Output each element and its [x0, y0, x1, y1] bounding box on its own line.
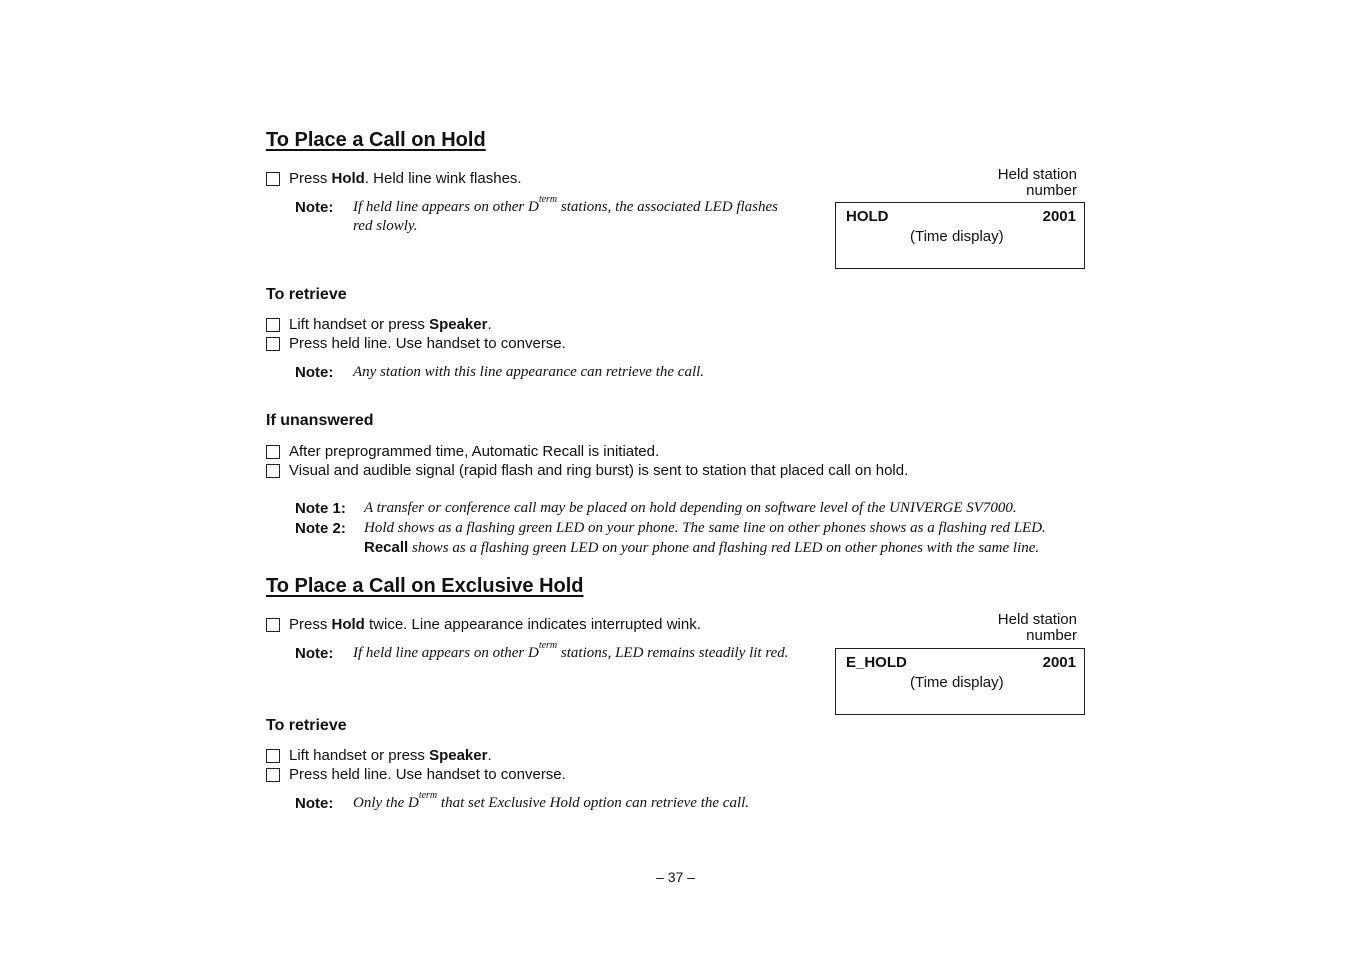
checkbox[interactable]	[266, 618, 280, 632]
display-time: (Time display)	[910, 228, 1004, 245]
note1-text: A transfer or conference call may be placed on hold depending on software level of the UNIVERGE SV7000.	[364, 500, 1017, 516]
note-text: If held line appears on other $D^{term}$ stations, LED remains steadily lit red.	[353, 640, 789, 661]
note-label: Note:	[295, 795, 334, 812]
display-caption: Held station number	[997, 611, 1077, 644]
step-text: Visual and audible signal (rapid flash and ring burst) is sent to station that placed call on hold.	[289, 462, 909, 479]
note-text: Any station with this line appearance can retrieve the call.	[353, 364, 705, 380]
note-text: Only the $D^{term}$ that set Exclusive Hold option can retrieve the call.	[353, 790, 750, 811]
step-text: Press held line. Use handset to converse.	[289, 766, 566, 783]
checkbox[interactable]	[266, 172, 280, 186]
note2-text: Hold shows as a flashing green LED on your phone. The same line on other phones shows as a flashing red LED.	[364, 520, 1046, 536]
checkbox[interactable]	[266, 768, 280, 782]
step-text: Press held line. Use handset to converse.	[289, 335, 566, 352]
note1-label: Note 1:	[295, 500, 346, 517]
note2-label: Note 2:	[295, 520, 346, 537]
display-caption: Held station number	[997, 166, 1077, 199]
note-text-line2: red slowly.	[353, 218, 418, 234]
step-lift-handset	[266, 747, 492, 764]
step-press-held-line	[266, 335, 566, 352]
page-number: – 37 –	[656, 869, 695, 885]
step-visual-signal	[266, 462, 908, 479]
step-auto-recall	[266, 443, 659, 460]
step-text: After preprogrammed time, Automatic Recall is initiated.	[289, 443, 660, 460]
note-label: Note:	[295, 645, 334, 662]
phone-display-hold	[835, 202, 1085, 269]
subheading-retrieve: To retrieve	[266, 286, 347, 303]
step-press-hold-twice	[266, 616, 701, 633]
step-text: Lift handset or press Speaker.	[289, 316, 492, 333]
subheading-retrieve: To retrieve	[266, 717, 347, 734]
subheading-unanswered: If unanswered	[266, 412, 374, 429]
note-label: Note:	[295, 199, 334, 216]
checkbox[interactable]	[266, 318, 280, 332]
display-status: HOLD	[846, 208, 889, 225]
display-station-number: 2001	[1042, 208, 1076, 225]
checkbox[interactable]	[266, 749, 280, 763]
step-text: Lift handset or press Speaker.	[289, 747, 492, 764]
step-text: Press Hold twice. Line appearance indicates interrupted wink.	[289, 616, 701, 633]
display-time: (Time display)	[910, 674, 1004, 691]
phone-display-exclusive-hold	[835, 648, 1085, 715]
step-text: Press Hold. Held line wink flashes.	[289, 170, 522, 187]
checkbox[interactable]	[266, 337, 280, 351]
section-title-exclusive-hold: To Place a Call on Exclusive Hold	[266, 575, 584, 597]
note2-text-line2: Recall shows as a flashing green LED on your phone and flashing red LED on other phones with the same line.	[364, 539, 1040, 556]
display-station-number: 2001	[1042, 654, 1076, 671]
section-title-hold: To Place a Call on Hold	[266, 129, 486, 151]
step-lift-handset	[266, 316, 492, 333]
step-press-held-line	[266, 766, 566, 783]
checkbox[interactable]	[266, 464, 280, 478]
note-label: Note:	[295, 364, 334, 381]
display-status: E_HOLD	[846, 654, 907, 671]
note-text: If held line appears on other $D^{term}$ stations, the associated LED flashes	[353, 194, 778, 215]
checkbox[interactable]	[266, 445, 280, 459]
step-press-hold	[266, 170, 522, 187]
